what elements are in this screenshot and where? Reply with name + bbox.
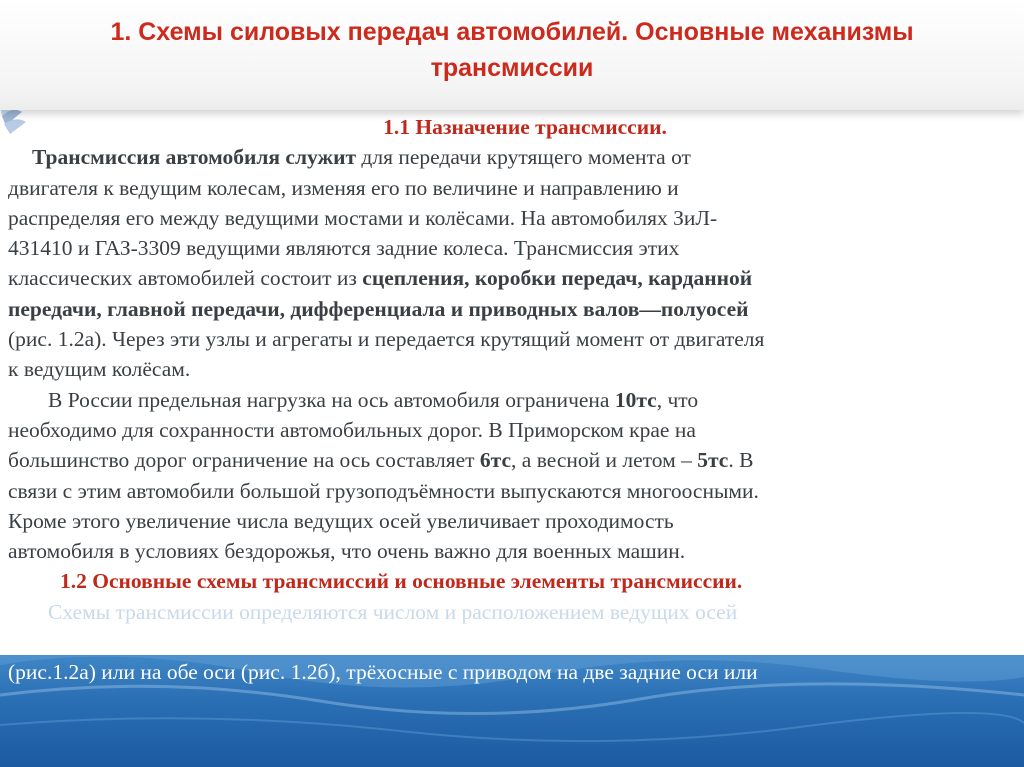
paragraph3-line3: (рис.1.2а) или на обе оси (рис. 1.2б), трёхосные с приводом на две задние оси или [8,660,758,685]
title-band [0,0,1024,110]
paragraph1-line4: 431410 и ГАЗ-3309 ведущими являются задние колеса. Трансмиссия этих [8,236,680,261]
paragraph1-line2: двигателя к ведущим колесам, изменяя его по величине и направлению и [8,175,679,200]
paragraph3-line2: (мостов) автомобиля и разделяются на двухосные с приводом на одну заднюю ось [8,630,763,655]
paragraph2-line2: необходимо для сохранности автомобильных дорог. В Приморском крае на [8,417,696,442]
paragraph2-line5: Кроме этого увеличение числа ведущих осей увеличивает проходимость [8,508,674,533]
slide-title [0,14,1024,86]
paragraph2-line3: большинство дорог ограничение на ось составляет 6тс, а весной и летом – 5тс. В [8,448,754,473]
paragraph1-line8: к ведущим колёсам. [8,357,191,382]
paragraph2-line1: В России предельная нагрузка на ось автомобиля ограничена 10тс, что [48,387,699,412]
paragraph2-line4: связи с этим автомобили большой грузоподъёмности выпускаются многоосными. [8,478,759,503]
paragraph1-line6: передачи, главной передачи, дифференциала и приводных валов—полуосей [8,296,749,321]
section2-heading: 1.2 Основные схемы трансмиссий и основные элементы трансмиссии. [60,569,743,594]
slide-title-line2: трансмиссии [430,54,594,82]
paragraph1-line5: классических автомобилей состоит из сцепления, коробки передач, карданной [8,266,753,291]
paragraph2-line6: автомобиля в условиях бездорожья, что очень важно для военных машин. [8,539,686,564]
paragraph1-line1: Трансмиссия автомобиля служит для передачи крутящего момента от [32,145,691,170]
paragraph3-line1: Схемы трансмиссии определяются числом и расположением ведущих осей [48,599,738,624]
slide-body [8,112,1018,688]
paragraph1-line7: (рис. 1.2а). Через эти узлы и агрегаты и передается крутящий момент от двигателя [8,327,765,352]
paragraph1-line3: распределяя его между ведущими мостами и колёсами. На автомобилях ЗиЛ- [8,205,718,230]
section1-heading: 1.1 Назначение трансмиссии. [383,115,667,139]
slide-title-line1: 1. Схемы силовых передач автомобилей. Основные механизмы [110,18,914,46]
